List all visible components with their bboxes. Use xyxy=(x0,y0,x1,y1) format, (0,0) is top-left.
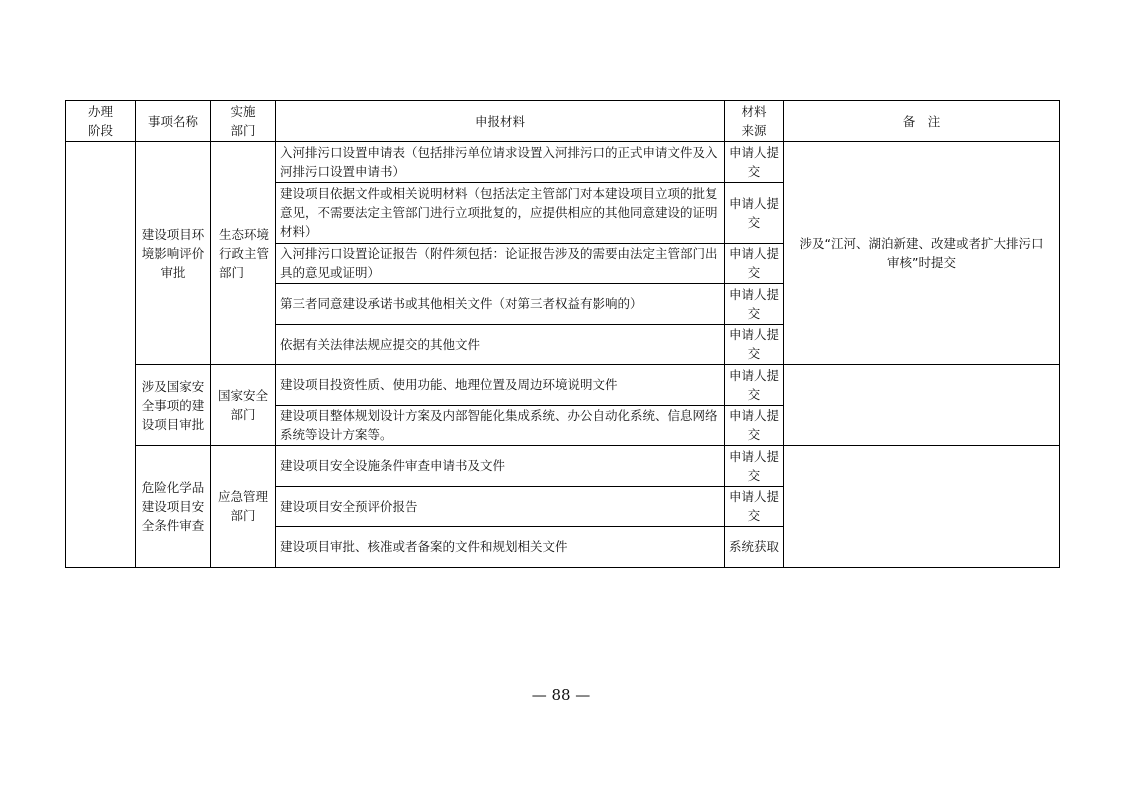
material-cell: 建设项目审批、核准或者备案的文件和规划相关文件 xyxy=(276,527,725,568)
item-name-cell: 危险化学品建设项目安全条件审查 xyxy=(136,446,211,568)
material-cell: 建设项目安全预评价报告 xyxy=(276,486,725,527)
source-cell: 申请人提交 xyxy=(725,284,784,325)
header-item: 事项名称 xyxy=(136,101,211,142)
material-cell: 入河排污口设置论证报告（附件须包括：论证报告涉及的需要由法定主管部门出具的意见或证明） xyxy=(276,243,725,284)
header-materials: 申报材料 xyxy=(276,101,725,142)
source-cell: 申请人提交 xyxy=(725,324,784,365)
dept-cell: 国家安全部门 xyxy=(211,365,276,446)
source-cell: 系统获取 xyxy=(725,527,784,568)
header-remarks: 备 注 xyxy=(784,101,1060,142)
item-name-cell: 建设项目环境影响评价审批 xyxy=(136,142,211,365)
source-cell: 申请人提交 xyxy=(725,182,784,243)
source-cell: 申请人提交 xyxy=(725,486,784,527)
table-header-row xyxy=(66,101,1060,142)
table-row xyxy=(66,142,1060,183)
material-cell: 依据有关法律法规应提交的其他文件 xyxy=(276,324,725,365)
material-cell: 建设项目整体规划设计方案及内部智能化集成系统、办公自动化系统、信息网络系统等设计方案等。 xyxy=(276,405,725,446)
table-row xyxy=(66,446,1060,487)
header-dept: 实施 部门 xyxy=(211,101,276,142)
dept-cell: 生态环境行政主管部门 xyxy=(211,142,276,365)
header-stage: 办理 阶段 xyxy=(66,101,136,142)
material-cell: 建设项目依据文件或相关说明材料（包括法定主管部门对本建设项目立项的批复意见，不需要法定主管部门进行立项批复的，应提供相应的其他同意建设的证明材料） xyxy=(276,182,725,243)
stage-cell xyxy=(66,142,136,568)
remark-cell: 涉及“江河、湖泊新建、改建或者扩大排污口审核”时提交 xyxy=(784,142,1060,365)
source-cell: 申请人提交 xyxy=(725,142,784,183)
remark-cell xyxy=(784,446,1060,568)
source-cell: 申请人提交 xyxy=(725,446,784,487)
source-cell: 申请人提交 xyxy=(725,243,784,284)
material-cell: 第三者同意建设承诺书或其他相关文件（对第三者权益有影响的） xyxy=(276,284,725,325)
material-cell: 入河排污口设置申请表（包括排污单位请求设置入河排污口的正式申请文件及入河排污口设置申请书） xyxy=(276,142,725,183)
source-cell: 申请人提交 xyxy=(725,405,784,446)
material-cell: 建设项目投资性质、使用功能、地理位置及周边环境说明文件 xyxy=(276,365,725,406)
approval-materials-table xyxy=(65,100,1060,568)
header-source: 材料 来源 xyxy=(725,101,784,142)
table-row xyxy=(66,365,1060,406)
remark-cell xyxy=(784,365,1060,446)
material-cell: 建设项目安全设施条件审查申请书及文件 xyxy=(276,446,725,487)
page-number: — 88 — xyxy=(531,686,591,704)
source-cell: 申请人提交 xyxy=(725,365,784,406)
dept-cell: 应急管理部门 xyxy=(211,446,276,568)
item-name-cell: 涉及国家安全事项的建设项目审批 xyxy=(136,365,211,446)
